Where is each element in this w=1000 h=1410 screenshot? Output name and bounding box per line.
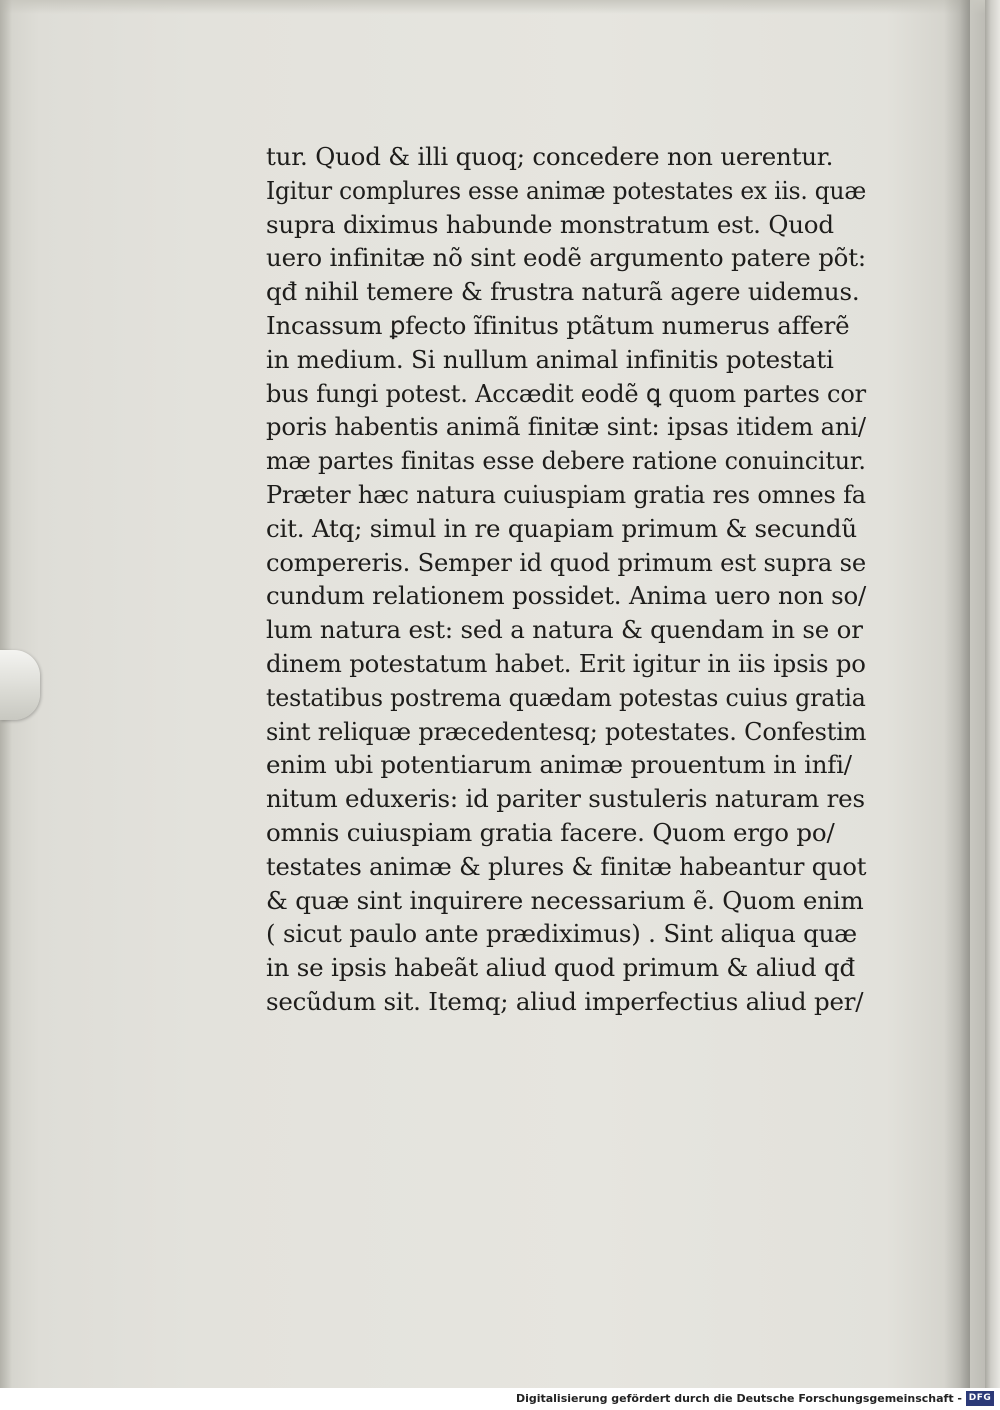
text-line: uero infinitæ nõ sint eodẽ argumento patere põt: [266, 243, 866, 273]
text-line: supra diximus habunde monstratum est. Quod [266, 209, 834, 239]
text-line: testatibus postrema quædam potestas cuius gratia [266, 682, 866, 712]
text-line: secũdum sit. Itemq; aliud imperfectius aliud per/ [266, 986, 864, 1016]
text-line: bus fungi potest. Accædit eodẽ ꝗ quom partes cor [266, 378, 866, 408]
page-clip-icon [0, 650, 40, 720]
funding-credit: Digitalisierung gefördert durch die Deutsche Forschungsgemeinschaft - [515, 1392, 962, 1405]
text-line: nitum eduxeris: id pariter sustuleris naturam res [266, 784, 865, 814]
text-line: compereris. Semper id quod primum est supra se [266, 547, 866, 577]
dfg-logo-icon: DFG [966, 1391, 994, 1406]
text-line: Igitur complures esse animæ potestates ex iis. quæ [266, 175, 867, 205]
text-line: sint reliquæ præcedentesq; potestates. Confestim [266, 716, 867, 746]
text-line: cit. Atq; simul in re quapiam primum & secundũ [266, 513, 857, 543]
text-line: Præter hæc natura cuiuspiam gratia res omnes fa [266, 479, 866, 509]
text-line: omnis cuiuspiam gratia facere. Quom ergo po/ [266, 817, 835, 847]
text-line: ( sicut paulo ante prædiximus) . Sint aliqua quæ [266, 919, 858, 949]
text-line: mæ partes finitas esse debere ratione conuincitur. [266, 446, 866, 476]
text-line: dinem potestatum habet. Erit igitur in iis ipsis po [266, 648, 866, 678]
text-line: tur. Quod & illi quoq; concedere non uerentur. [266, 142, 834, 171]
text-line: testates animæ & plures & finitæ habeantur quot [266, 851, 867, 881]
text-line: Incassum ꝑfecto ĩfinitus ptãtum numerus afferẽ [266, 310, 850, 340]
text-line: qđ nihil temere & frustra naturã agere uidemus. [266, 277, 860, 307]
footer-bar [0, 1388, 1000, 1410]
text-line: in se ipsis habeãt aliud quod primum & aliud qđ [266, 953, 855, 983]
scan-right-border [985, 0, 1000, 1388]
text-line: poris habentis animã finitæ sint: ipsas itidem ani/ [266, 412, 866, 442]
text-line: in medium. Si nullum animal infinitis potestati [266, 344, 834, 374]
text-line: & quæ sint inquirere necessarium ẽ. Quom enim [266, 885, 864, 915]
page-top-edge [0, 0, 985, 14]
body-text [266, 140, 866, 1019]
page-edge-shadow [944, 0, 970, 1388]
text-line: cundum relationem possidet. Anima uero non so/ [266, 581, 867, 611]
text-line: lum natura est: sed a natura & quendam in se or [266, 615, 863, 645]
text-line: enim ubi potentiarum animæ prouentum in infi/ [266, 750, 852, 780]
